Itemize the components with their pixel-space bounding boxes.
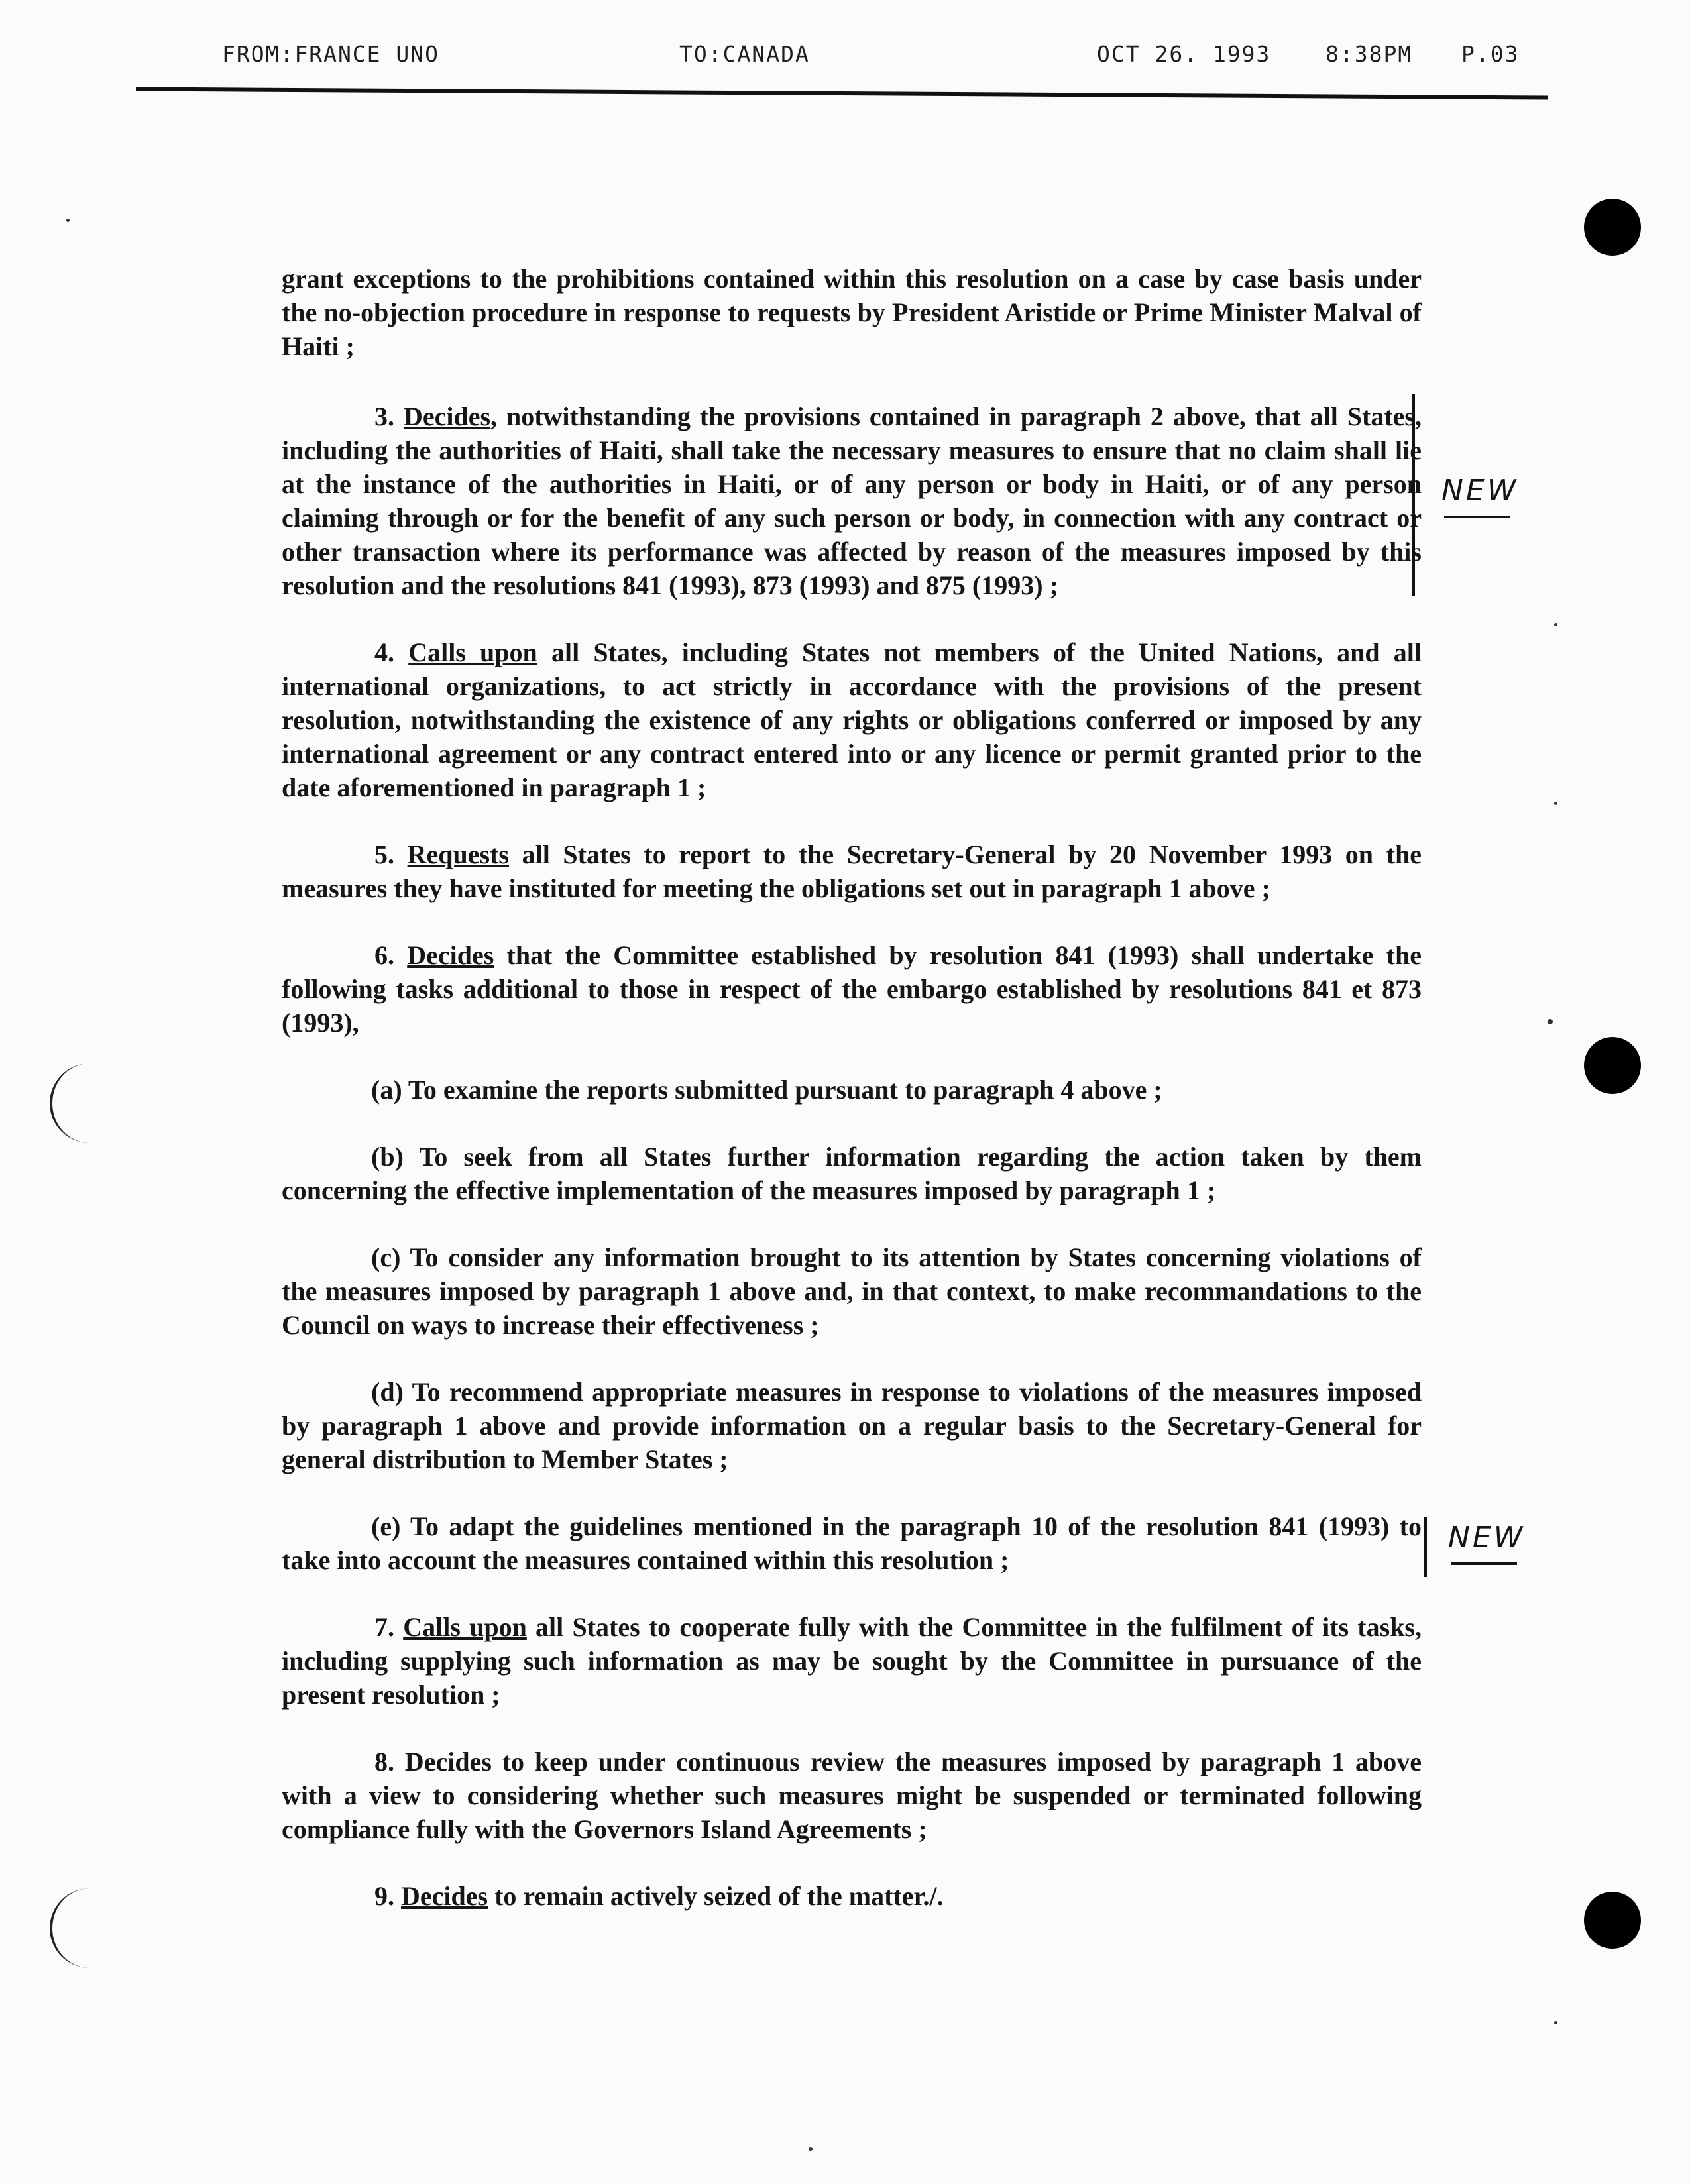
operative-paragraph-6: 6. Decides that the Committee established by resolution 841 (1993) shall undertake the following tasks additional to those in respect of the embargo established by resolutions 841 et 873 (1993), (282, 940, 1422, 1038)
fax-to: TO:CANADA (679, 41, 810, 67)
subparagraph-e: (e) To adapt the guidelines mentioned in the paragraph 10 of the resolution 841 (1993) to take into account the measures contained within this resolution ; (282, 1511, 1422, 1575)
operative-paragraph-4: 4. Calls upon all States, including States not members of the United Nations, and all international organizations, to act strictly in accordance with the provisions of the present resolution, notwithstanding the existence of any rights or obligations conferred or imposed by any international agreement or any contract entered into or any licence or permit granted prior to the date aforementioned in paragraph 1 ; (282, 637, 1422, 802)
subparagraph-a: (a) To examine the reports submitted pursuant to paragraph 4 above ; (371, 1075, 1162, 1105)
intro-paragraph: grant exceptions to the prohibitions contained within this resolution on a case by case basis under the no-objection procedure in response to requests by President Aristide or Prime Minister Malval of Haiti ; (282, 264, 1422, 361)
fax-time: 8:38PM (1325, 41, 1413, 67)
resolution-body (282, 262, 1422, 1946)
operative-verb: Calls upon (408, 637, 537, 667)
operative-paragraph-7: 7. Calls upon all States to cooperate fully with the Committee in the fulfilment of its tasks, including supplying such information as may be sought by the Committee in pursuance of the present resolution ; (282, 1612, 1422, 1710)
operative-verb: Decides (403, 402, 491, 431)
scan-speck (1548, 1019, 1553, 1024)
operative-verb: Decides (407, 940, 494, 970)
scan-speck (1554, 623, 1557, 626)
scan-margin-artifact (50, 1064, 92, 1143)
new-annotation: NEW (1441, 474, 1519, 508)
fax-header-rule (136, 87, 1548, 99)
scan-margin-artifact (50, 1888, 92, 1968)
fax-from: FROM:FRANCE UNO (222, 41, 440, 67)
fax-date: OCT 26. 1993 (1097, 41, 1271, 67)
operative-verb: Requests (407, 840, 509, 869)
operative-paragraph-8: 8. Decides to keep under continuous review the measures imposed by paragraph 1 above with a view to considering whether such measures might be suspended or terminated following compliance fully with the Governors Island Agreements ; (282, 1747, 1422, 1844)
subparagraph-c: (c) To consider any information brought to its attention by States concerning violations of the measures imposed by paragraph 1 above and, in that context, to make recommandations to the Council on ways to increase their effectiveness ; (282, 1242, 1422, 1340)
operative-paragraph-9: 9. Decides to remain actively seized of the matter./. (374, 1881, 944, 1911)
scan-speck (1554, 2021, 1557, 2024)
operative-verb: Calls upon (403, 1612, 527, 1642)
revision-bar (1424, 1517, 1427, 1577)
fax-header (133, 41, 1538, 74)
subparagraph-b: (b) To seek from all States further information regarding the action taken by them concerning the effective implementation of the measures imposed by paragraph 1 ; (282, 1142, 1422, 1205)
punch-hole-mark (1584, 1037, 1641, 1094)
scan-speck (66, 219, 70, 222)
punch-hole-mark (1584, 1892, 1641, 1949)
subparagraph-d: (d) To recommend appropriate measures in response to violations of the measures imposed by paragraph 1 above and provide information on a regular basis to the Secretary-General for general distribution to Member States ; (282, 1377, 1422, 1474)
fax-page-number: P.03 (1461, 41, 1520, 67)
operative-paragraph-5: 5. Requests all States to report to the Secretary-General by 20 November 1993 on the measures they have instituted for meeting the obligations set out in paragraph 1 above ; (282, 840, 1422, 903)
scan-speck (809, 2147, 813, 2151)
new-annotation: NEW (1448, 1521, 1526, 1555)
scan-speck (1554, 802, 1557, 805)
operative-verb: Decides (401, 1881, 488, 1911)
operative-paragraph-3: 3. Decides, notwithstanding the provisions contained in paragraph 2 above, that all States, including the authorities of Haiti, shall take the necessary measures to ensure that no claim shall lie at the instance of the authorities in Haiti, or of any person or body in Haiti, or of any person claiming through or for the benefit of any such person or body, in connection with any contract or other transaction where its performance was affected by reason of the measures imposed by this resolution and the resolutions 841 (1993), 873 (1993) and 875 (1993) ; (282, 402, 1422, 600)
revision-bar (1412, 394, 1415, 596)
punch-hole-mark (1584, 199, 1641, 256)
